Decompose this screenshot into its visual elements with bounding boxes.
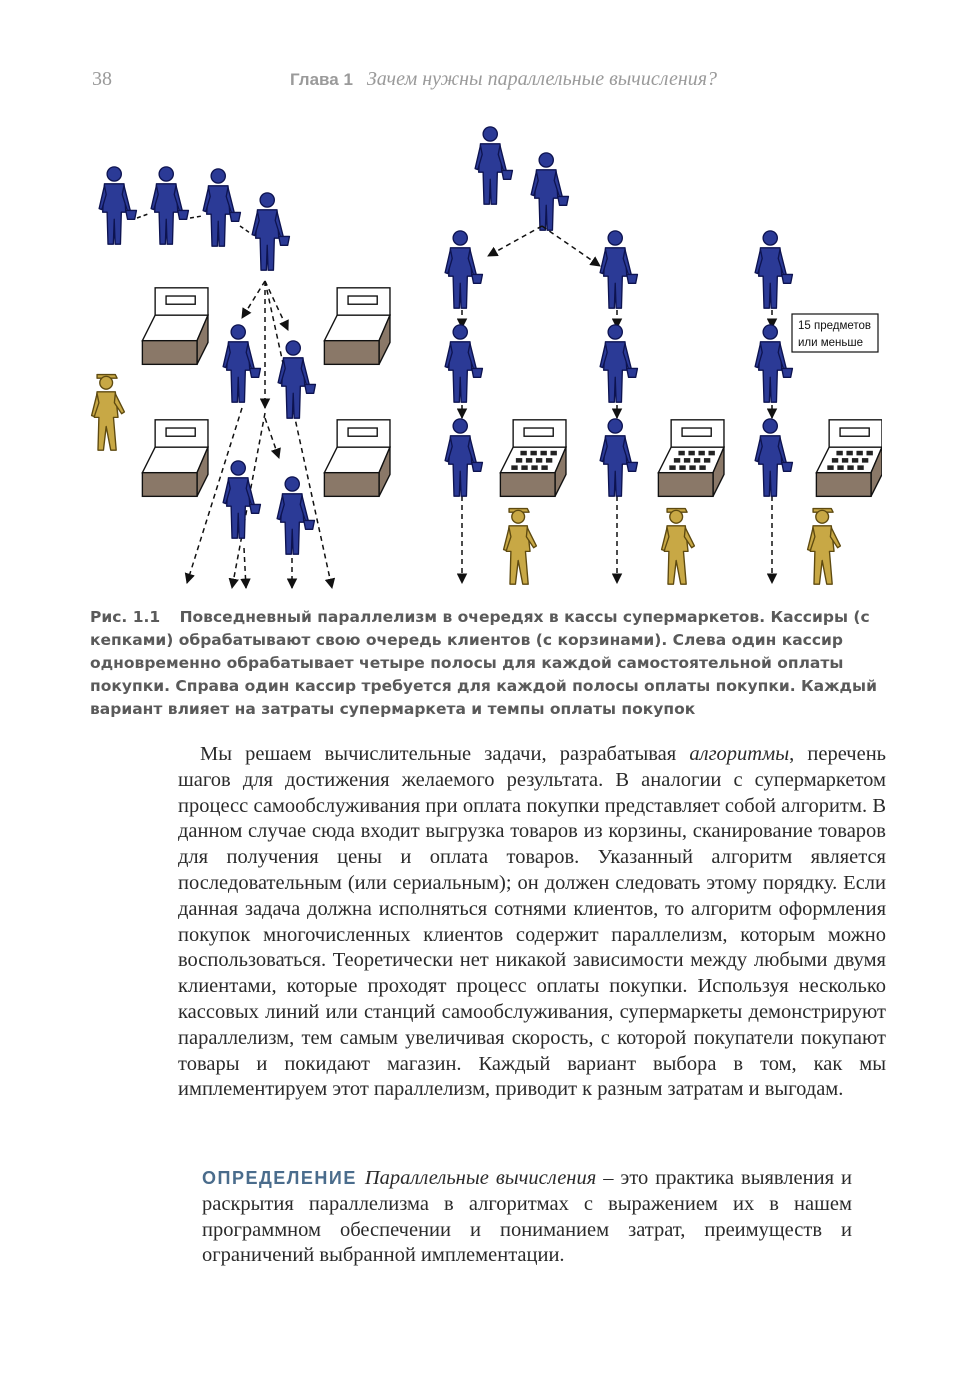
cashier-icon — [92, 375, 125, 451]
customer-icon — [223, 461, 260, 538]
definition-text: – это практика выявления и раскрытия параллелизма в алгоритмах с выражением их в нашем программном обеспечении и пониманием затрат, преимуществ и ограничений выбранной имплементации. — [202, 1167, 853, 1267]
body-paragraph — [178, 742, 886, 1103]
emphasis-term: алгоритмы — [689, 743, 790, 765]
customer-icon — [445, 231, 482, 308]
cash-register — [658, 420, 724, 497]
lane-arrow — [488, 226, 542, 256]
self-checkout-kiosk — [324, 420, 390, 497]
right-scene-staffed-lanes — [445, 127, 882, 584]
figure-supermarket-checkout — [82, 118, 882, 598]
caption-text: Повседневный параллелизм в очередях в кассы супермаркетов. Кассиры (с кепками) обрабатывают свою очередь клиентов (с корзинами). Слева один кассир одновременно обрабатывает четыре полосы для каждой самостоятельной оплаты покупки. Справа один кассир требуется для каждой полосы оплаты покупки. Каждый вариант влияет на затраты супермаркета и темпы оплаты покупок — [90, 608, 877, 718]
self-checkout-kiosk — [324, 288, 390, 365]
caption-label: Рис. 1.1 — [90, 608, 161, 626]
customer-icon — [151, 167, 188, 244]
customer-icon — [755, 325, 792, 402]
self-checkout-kiosk — [142, 420, 208, 497]
page-number: 38 — [92, 68, 112, 90]
paragraph-rest: , перечень шагов для достижения желаемого результата. В аналогии с супермаркетом процесс самообслуживания при оплата покупки представляет собой алгоритм. В данном случае сюда входит выгрузка товаров из корзины, сканирование товаров для получения цены и оплата товаров. Указанный алгоритм является последовательным (или сериальным); он должен следовать этому порядку. Если данная задача должна исполняться сотнями клиентов, то алгоритм оформления покупок многочисленных клиентов содержит параллелизм, которым можно воспользоваться. Теоретически нет никакой зависимости между любыми двумя клиентами, которые проходят процесс оплаты покупки. Используя несколько кассовых линий или станций самообслуживания, супермаркеты демонстрируют параллелизм, тем самым увеличивая скорость, с которой покупатели покупают товары и покидают магазин. Каждый вариант выбора в том, как мы имплементируем этот параллелизм, приводит к разным затратам и выгодам. — [178, 743, 887, 1101]
note-line-2: или меньше — [798, 337, 864, 349]
customer-icon — [600, 231, 637, 308]
queue-link — [190, 216, 202, 218]
cash-register — [500, 420, 566, 497]
cashier-icon — [808, 509, 841, 585]
customer-icon — [600, 325, 637, 402]
customer-icon — [755, 231, 792, 308]
lane-arrow — [242, 281, 265, 318]
customer-icon — [99, 167, 136, 244]
paragraph-start: Мы решаем вычислительные задачи, разрабатывая — [200, 743, 690, 765]
definition-label: ОПРЕДЕЛЕНИЕ — [202, 1168, 357, 1188]
cashier-icon — [504, 509, 537, 585]
page-header — [92, 64, 752, 94]
chapter-label: Глава 1 — [290, 70, 353, 89]
customer-icon — [445, 419, 482, 496]
express-lane-note — [792, 314, 878, 352]
customer-icon — [252, 193, 289, 270]
lane-arrow — [542, 226, 600, 266]
chapter-title: Зачем нужны параллельные вычисления? — [366, 68, 718, 90]
customer-icon — [475, 127, 512, 204]
lane-arrow — [244, 548, 246, 588]
customer-icon — [445, 325, 482, 402]
customer-icon — [203, 169, 240, 246]
lane-arrow — [265, 418, 279, 458]
customer-icon — [531, 153, 568, 230]
definition-term: Параллельные вычисления — [364, 1167, 597, 1189]
customer-icon — [223, 325, 260, 402]
lane-arrow — [265, 281, 288, 330]
running-title — [290, 68, 717, 91]
definition-block — [202, 1166, 852, 1269]
figure-caption — [90, 606, 890, 721]
queue-link — [240, 226, 250, 233]
cashier-icon — [662, 509, 695, 585]
customer-icon — [755, 419, 792, 496]
note-line-1: 15 предметов — [798, 320, 872, 332]
cash-register — [816, 420, 882, 497]
customer-icon — [600, 419, 637, 496]
self-checkout-kiosk — [142, 288, 208, 365]
customer-icon — [277, 477, 314, 554]
queue-link — [137, 214, 148, 218]
customer-icon — [278, 341, 315, 418]
left-scene-self-checkout — [92, 167, 390, 588]
